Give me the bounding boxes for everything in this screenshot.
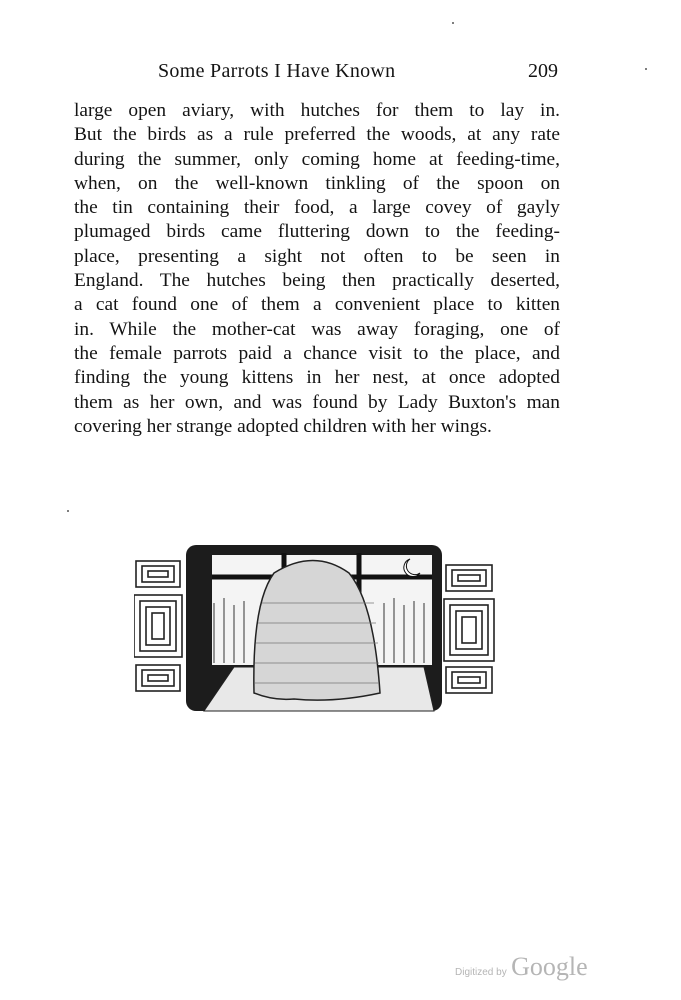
text-line: them as her own, and was found by Lady Buxton's man [74, 391, 560, 413]
watermark-brand: Google [511, 952, 588, 981]
text-line: the tin containing their food, a large covey of gayly [74, 197, 560, 219]
right-ornament-panels [444, 565, 494, 693]
text-line: finding the young kittens in her nest, at once adopted [74, 367, 560, 389]
text-line: But the birds as a rule preferred the woods, at any rate [74, 124, 560, 146]
text-line: when, on the well-known tinkling of the spoon on [74, 172, 560, 194]
text-line: a cat found one of them a convenient place to kitten [74, 294, 560, 316]
text-line: large open aviary, with hutches for them to lay in. [74, 100, 560, 121]
scan-speck [645, 68, 647, 70]
text-line: place, presenting a sight not often to be seen in [74, 245, 560, 267]
text-line: covering her strange adopted children with her wings. [74, 415, 492, 437]
page-number: 209 [528, 60, 558, 82]
body-paragraph [74, 99, 560, 439]
watermark-prefix: Digitized by [455, 967, 507, 978]
tailpiece-illustration [134, 543, 496, 715]
text-line: during the summer, only coming home at feeding-time, [74, 148, 560, 170]
left-ornament-panels [134, 561, 182, 691]
text-line: the female parrots paid a chance visit to the place, and [74, 342, 560, 364]
window-scene [186, 545, 442, 711]
running-header [158, 60, 558, 90]
scan-speck [67, 510, 69, 512]
running-title: Some Parrots I Have Known [158, 60, 396, 82]
digitized-by-google-watermark [455, 952, 588, 982]
text-line: plumaged birds came fluttering down to the feeding- [74, 221, 560, 243]
scan-speck [452, 22, 454, 24]
text-line: in. While the mother-cat was away foraging, one of [74, 318, 560, 340]
text-line: England. The hutches being then practically deserted, [74, 270, 560, 292]
